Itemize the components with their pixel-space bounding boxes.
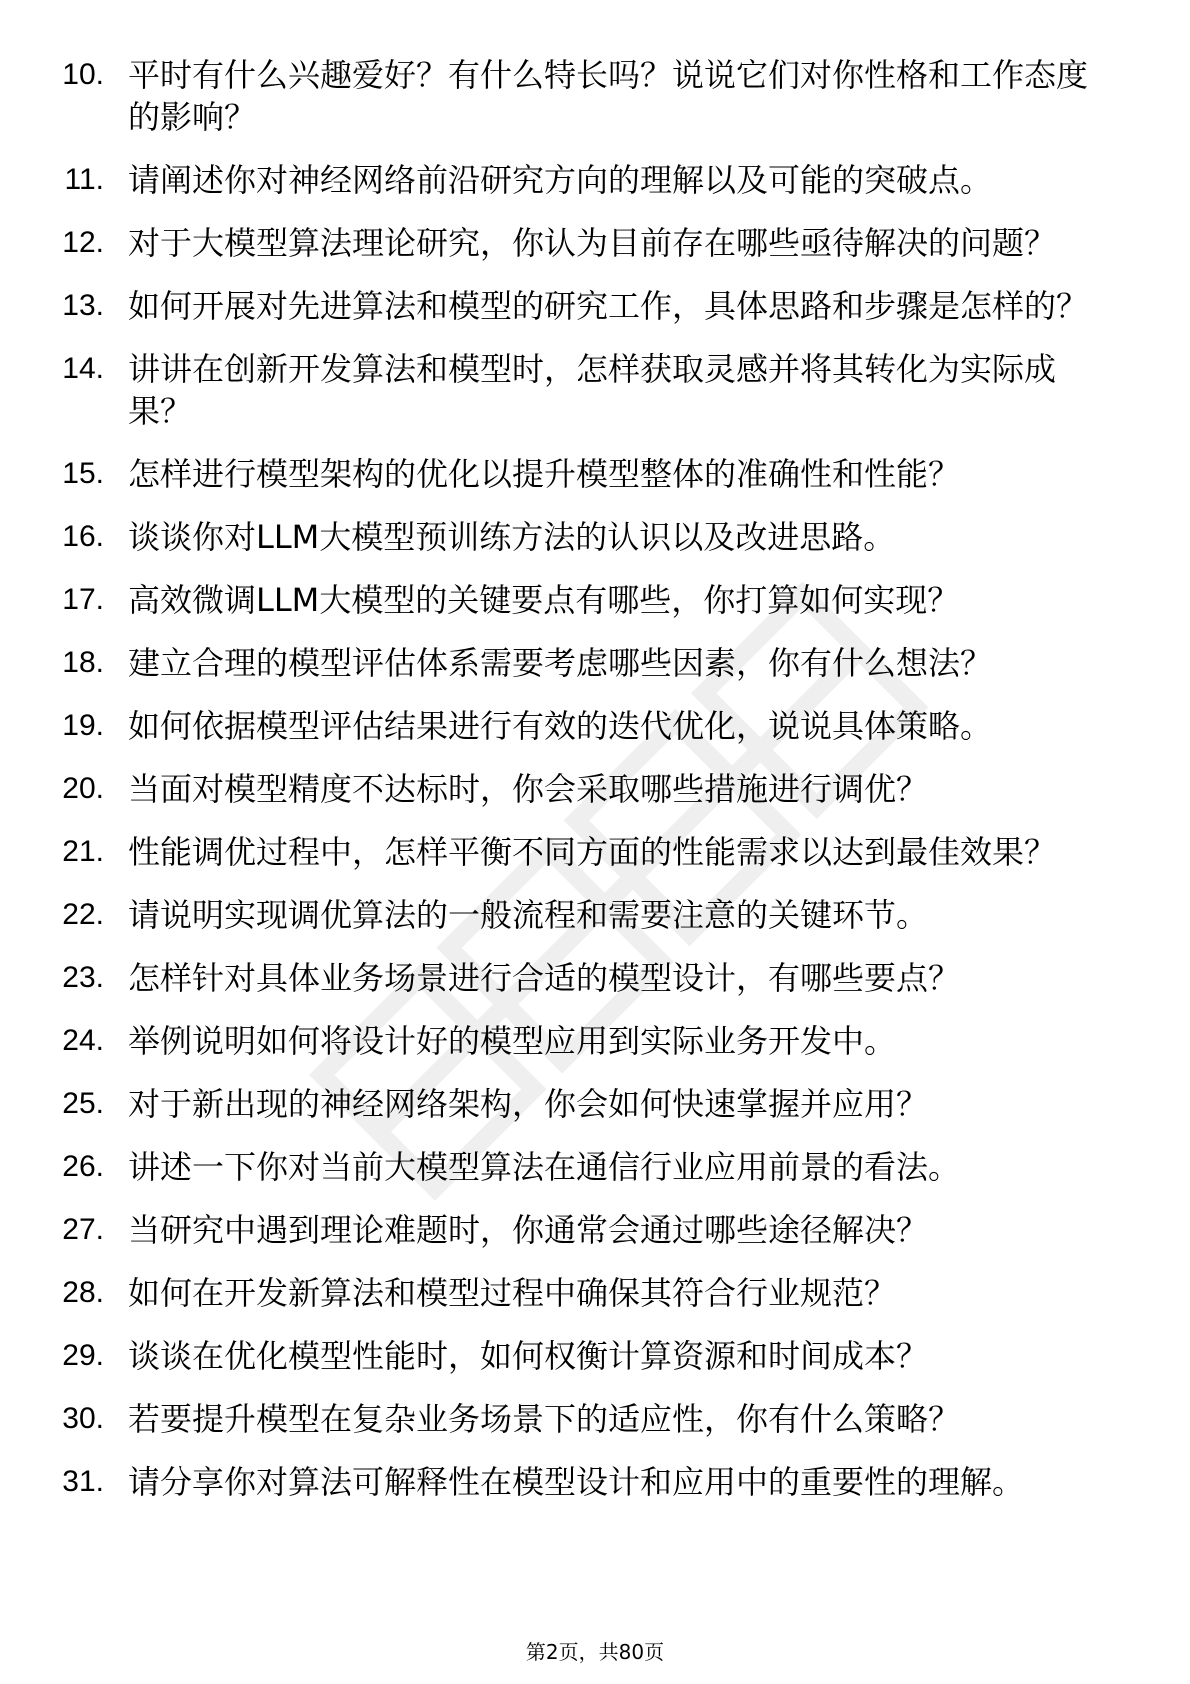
question-item-12 bbox=[0, 222, 1190, 264]
question-text: 性能调优过程中，怎样平衡不同方面的性能需求以达到最佳效果？ bbox=[128, 833, 1057, 871]
question-number: 20. bbox=[62, 772, 104, 805]
question-text: 对于大模型算法理论研究，你认为目前存在哪些亟待解决的问题？ bbox=[128, 224, 1057, 262]
page-number-label: 第2页，共80页 bbox=[525, 1640, 665, 1664]
question-item-26 bbox=[0, 1146, 1190, 1188]
question-item-15 bbox=[0, 453, 1190, 495]
question-number: 24. bbox=[62, 1024, 104, 1057]
question-number: 13. bbox=[62, 289, 104, 322]
question-number: 12. bbox=[62, 226, 104, 259]
question-text: 谈谈在优化模型性能时，如何权衡计算资源和时间成本？ bbox=[128, 1337, 929, 1375]
question-text: 建立合理的模型评估体系需要考虑哪些因素，你有什么想法？ bbox=[128, 644, 993, 682]
question-text: 举例说明如何将设计好的模型应用到实际业务开发中。 bbox=[128, 1022, 897, 1060]
question-number: 25. bbox=[62, 1087, 104, 1120]
question-number: 19. bbox=[62, 709, 104, 742]
question-item-11 bbox=[0, 159, 1190, 201]
question-number: 26. bbox=[62, 1150, 104, 1183]
question-item-28 bbox=[0, 1272, 1190, 1314]
question-item-17 bbox=[0, 579, 1190, 621]
question-item-21 bbox=[0, 831, 1190, 873]
question-number: 14. bbox=[62, 352, 104, 385]
question-text: 讲述一下你对当前大模型算法在通信行业应用前景的看法。 bbox=[128, 1148, 961, 1186]
question-text: 如何在开发新算法和模型过程中确保其符合行业规范？ bbox=[128, 1274, 897, 1312]
question-item-30 bbox=[0, 1398, 1190, 1440]
question-number: 27. bbox=[62, 1213, 104, 1246]
question-text: 如何依据模型评估结果进行有效的迭代优化，说说具体策略。 bbox=[128, 707, 993, 745]
question-text: 高效微调LLM大模型的关键要点有哪些，你打算如何实现？ bbox=[128, 581, 960, 619]
question-number: 21. bbox=[62, 835, 104, 868]
question-number: 30. bbox=[62, 1402, 104, 1435]
question-item-29 bbox=[0, 1335, 1190, 1377]
question-item-13 bbox=[0, 285, 1190, 327]
question-number: 18. bbox=[62, 646, 104, 679]
question-item-27 bbox=[0, 1209, 1190, 1251]
question-text: 若要提升模型在复杂业务场景下的适应性，你有什么策略？ bbox=[128, 1400, 961, 1438]
question-item-16 bbox=[0, 516, 1190, 558]
question-text: 请说明实现调优算法的一般流程和需要注意的关键环节。 bbox=[128, 896, 929, 934]
question-text: 怎样进行模型架构的优化以提升模型整体的准确性和性能？ bbox=[128, 455, 961, 493]
question-text: 谈谈你对LLM大模型预训练方法的认识以及改进思路。 bbox=[128, 518, 896, 556]
question-item-20 bbox=[0, 768, 1190, 810]
question-item-25 bbox=[0, 1083, 1190, 1125]
question-number: 29. bbox=[62, 1339, 104, 1372]
question-number: 28. bbox=[62, 1276, 104, 1309]
question-list bbox=[0, 54, 1190, 1524]
question-number: 15. bbox=[62, 457, 104, 490]
question-text: 当研究中遇到理论难题时，你通常会通过哪些途径解决？ bbox=[128, 1211, 929, 1249]
question-text: 对于新出现的神经网络架构，你会如何快速掌握并应用？ bbox=[128, 1085, 929, 1123]
question-item-23 bbox=[0, 957, 1190, 999]
question-number: 11. bbox=[64, 163, 104, 196]
question-number: 17. bbox=[62, 583, 104, 616]
question-text: 怎样针对具体业务场景进行合适的模型设计，有哪些要点？ bbox=[128, 959, 961, 997]
question-item-24 bbox=[0, 1020, 1190, 1062]
question-item-14 bbox=[0, 348, 1190, 432]
question-number: 22. bbox=[62, 898, 104, 931]
question-text: 当面对模型精度不达标时，你会采取哪些措施进行调优？ bbox=[128, 770, 929, 808]
question-text: 平时有什么兴趣爱好？有什么特长吗？说说它们对你性格和工作态度的影响？ bbox=[128, 56, 1089, 136]
question-text: 请分享你对算法可解释性在模型设计和应用中的重要性的理解。 bbox=[128, 1463, 1025, 1501]
question-number: 16. bbox=[62, 520, 104, 553]
question-item-19 bbox=[0, 705, 1190, 747]
question-number: 31. bbox=[62, 1465, 104, 1498]
question-text: 请阐述你对神经网络前沿研究方向的理解以及可能的突破点。 bbox=[128, 161, 993, 199]
question-number: 10. bbox=[62, 58, 104, 91]
question-item-10 bbox=[0, 54, 1190, 138]
question-item-18 bbox=[0, 642, 1190, 684]
question-item-22 bbox=[0, 894, 1190, 936]
question-number: 23. bbox=[62, 961, 104, 994]
question-text: 如何开展对先进算法和模型的研究工作，具体思路和步骤是怎样的？ bbox=[128, 287, 1089, 325]
question-text: 讲讲在创新开发算法和模型时，怎样获取灵感并将其转化为实际成果？ bbox=[128, 350, 1057, 430]
question-item-31 bbox=[0, 1461, 1190, 1503]
page-footer bbox=[0, 1640, 1190, 1664]
